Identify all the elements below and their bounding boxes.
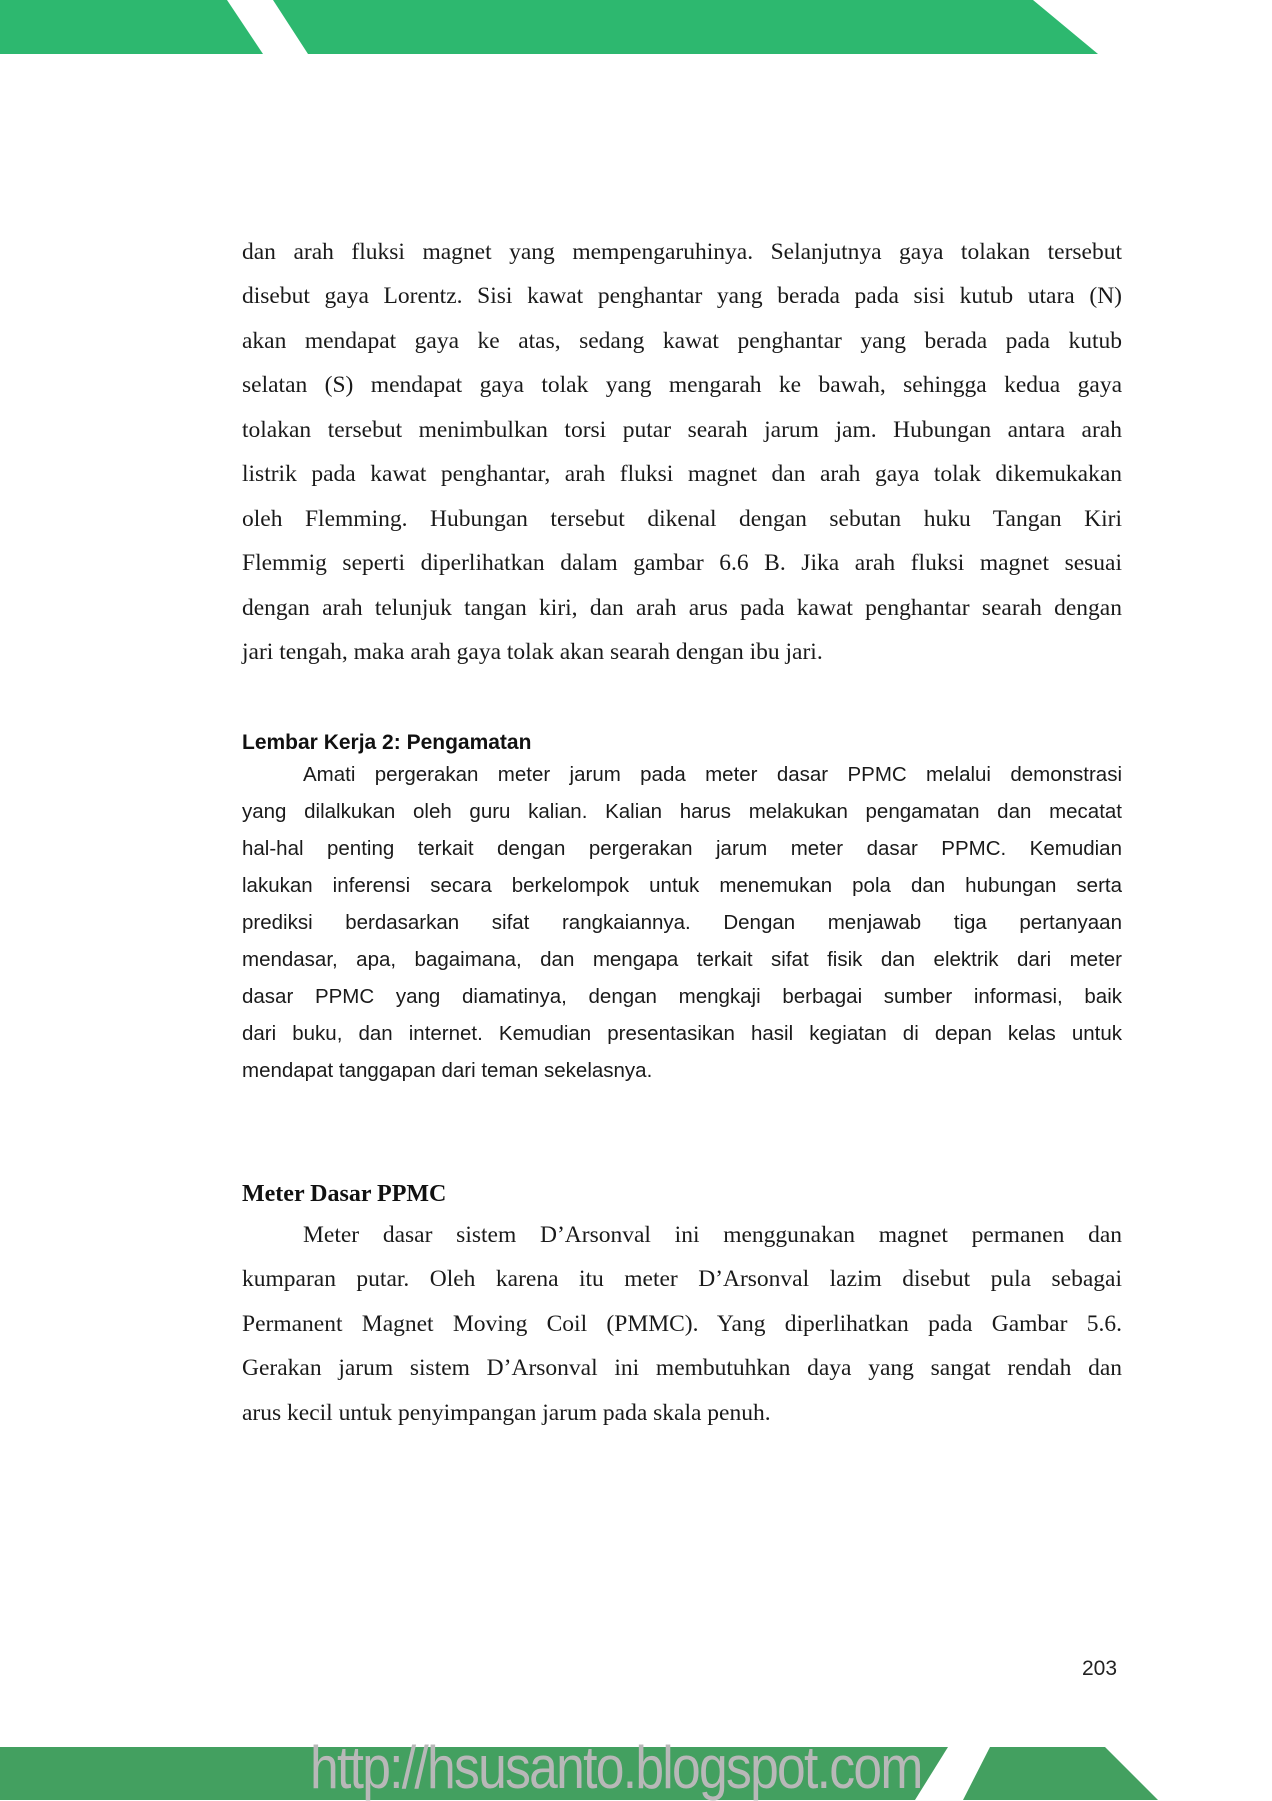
text-line: dasar PPMC yang diamatinya, dengan mengkaji berbagai sumber informasi, baik	[242, 985, 1122, 1008]
text-line: mendapat tanggapan dari teman sekelasnya.	[242, 1059, 653, 1082]
text-line: dari buku, dan internet. Kemudian presentasikan hasil kegiatan di depan kelas untuk	[242, 1022, 1122, 1045]
text-line: dan arah fluksi magnet yang mempengaruhinya. Selanjutnya gaya tolakan tersebut	[242, 239, 1122, 265]
text-line: mendasar, apa, bagaimana, dan mengapa terkait sifat fisik dan elektrik dari meter	[242, 948, 1122, 971]
text-line: hal-hal penting terkait dengan pergerakan jarum meter dasar PPMC. Kemudian	[242, 837, 1122, 860]
text-line: dengan arah telunjuk tangan kiri, dan arah arus pada kawat penghantar searah dengan	[242, 595, 1122, 621]
text-line: selatan (S) mendapat gaya tolak yang mengarah ke bawah, sehingga kedua gaya	[242, 372, 1122, 398]
section-heading-lembar-kerja: Lembar Kerja 2: Pengamatan	[242, 731, 532, 754]
text-line: lakukan inferensi secara berkelompok untuk menemukan pola dan hubungan serta	[242, 874, 1122, 897]
text-line: Meter dasar sistem D’Arsonval ini menggunakan magnet permanen dan	[303, 1222, 1122, 1248]
text-line: arus kecil untuk penyimpangan jarum pada skala penuh.	[242, 1400, 771, 1426]
text-line: yang dilalkukan oleh guru kalian. Kalian harus melakukan pengamatan dan mecatat	[242, 800, 1122, 823]
header-band-shape	[0, 0, 1272, 54]
text-line: Amati pergerakan meter jarum pada meter dasar PPMC melalui demonstrasi	[303, 763, 1122, 786]
text-line: jari tengah, maka arah gaya tolak akan searah dengan ibu jari.	[242, 639, 823, 665]
text-line: prediksi berdasarkan sifat rangkaiannya. Dengan menjawab tiga pertanyaan	[242, 911, 1122, 934]
watermark-url: http://hsusanto.blogspot.com	[310, 1734, 922, 1801]
page-number: 203	[1082, 1657, 1118, 1680]
text-line: Permanent Magnet Moving Coil (PMMC). Yang diperlihatkan pada Gambar 5.6.	[242, 1311, 1122, 1337]
text-line: disebut gaya Lorentz. Sisi kawat penghantar yang berada pada sisi kutub utara (N)	[242, 283, 1122, 309]
text-line: tolakan tersebut menimbulkan torsi putar searah jarum jam. Hubungan antara arah	[242, 417, 1122, 443]
text-line: Gerakan jarum sistem D’Arsonval ini membutuhkan daya yang sangat rendah dan	[242, 1355, 1122, 1381]
text-line: Flemmig seperti diperlihatkan dalam gambar 6.6 B. Jika arah fluksi magnet sesuai	[242, 550, 1122, 576]
header-decorative-band	[0, 0, 1272, 54]
text-line: oleh Flemming. Hubungan tersebut dikenal dengan sebutan huku Tangan Kiri	[242, 506, 1122, 532]
text-line: listrik pada kawat penghantar, arah fluksi magnet dan arah gaya tolak dikemukakan	[242, 461, 1122, 487]
section-heading-meter-dasar: Meter Dasar PPMC	[242, 1181, 447, 1207]
text-line: kumparan putar. Oleh karena itu meter D’Arsonval lazim disebut pula sebagai	[242, 1266, 1122, 1292]
text-line: akan mendapat gaya ke atas, sedang kawat penghantar yang berada pada kutub	[242, 328, 1122, 354]
